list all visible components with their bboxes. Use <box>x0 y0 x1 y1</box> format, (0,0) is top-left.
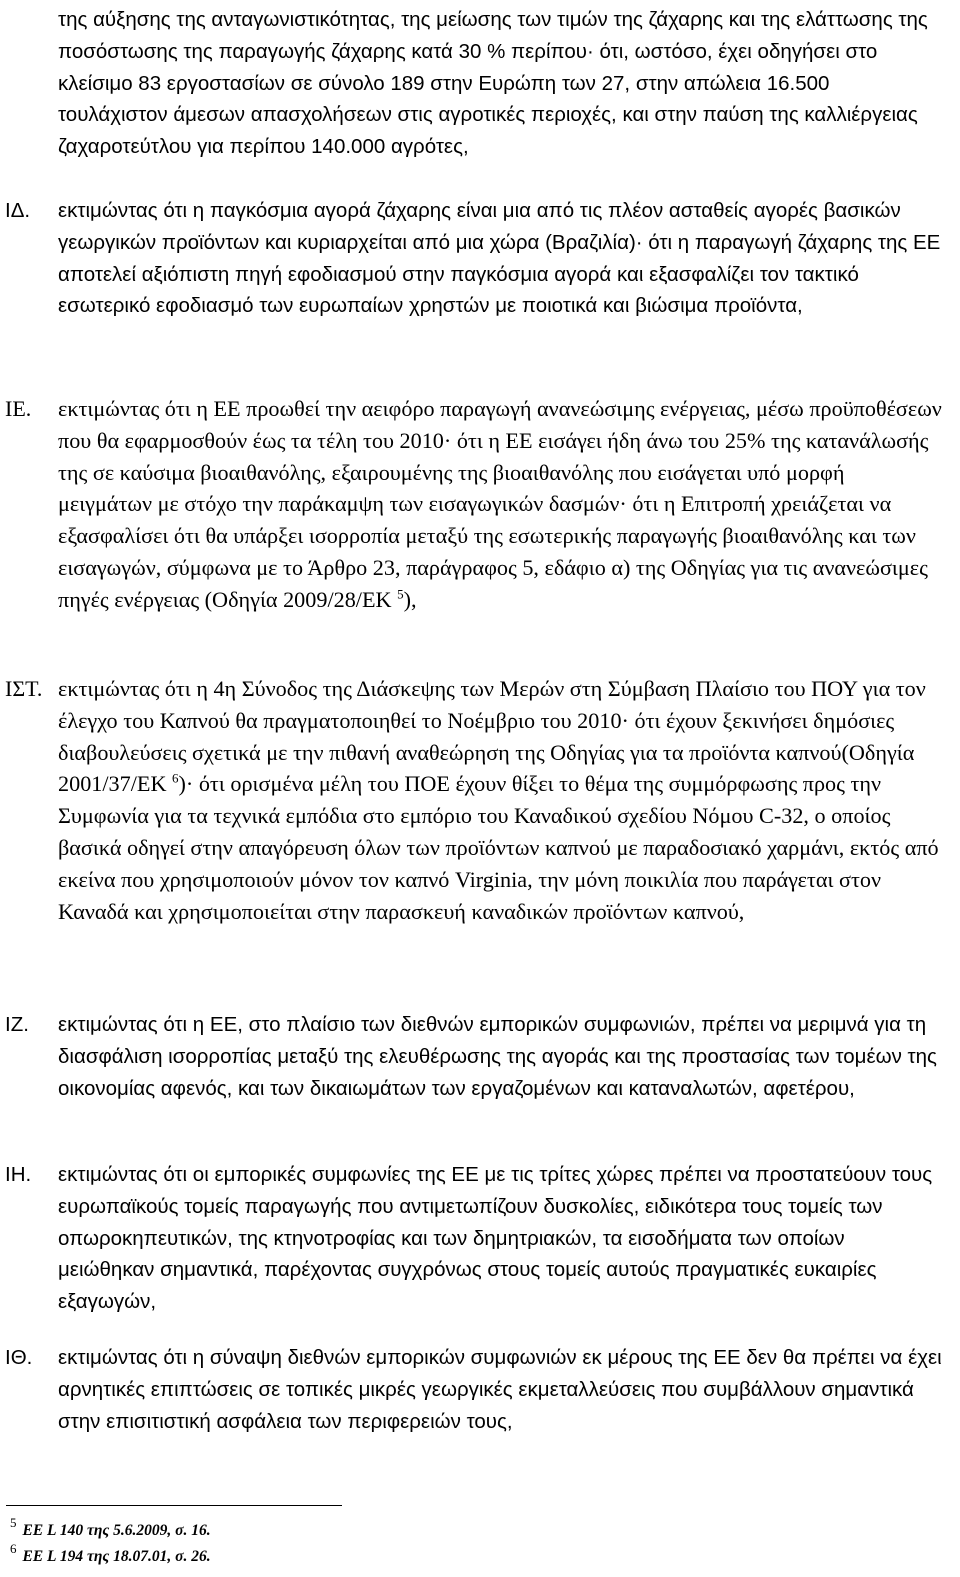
recital-text-tail: ), <box>403 586 417 612</box>
footnote-ref: 5 <box>397 586 404 602</box>
recital-text: εκτιμώντας ότι η ΕΕ, στο πλαίσιο των διεθνών εμπορικών συμφωνιών, πρέπει να μεριμνά για τη διασφάλιση ισορροπίας μεταξύ της ελευθέρωσης της αγοράς και της προστασίας των τομέων της οικονομίας αφενός, και των δικαιωμάτων των εργαζομένων και καταναλωτών, αφετέρου, <box>58 1013 937 1100</box>
intro-paragraph: της αύξησης της ανταγωνιστικότητας, της μείωσης των τιμών της ζάχαρης και της ελάττωσης της ποσόστωσης της παραγωγής ζάχαρης κατά 30 % περίπου· ότι, ωστόσο, έχει οδηγήσει στο κλείσιμο 83 εργοστασίων σε σύνολο 189 στην Ευρώπη των 27, στην απώλεια 16.500 τουλάχιστον άμεσων απασχολήσεων στις αγροτικές περιοχές, και στην παύση της καλλιέργειας ζαχαροτεύτλου για περίπου 140.000 αγρότες, <box>58 8 928 159</box>
recital-text: εκτιμώντας ότι η σύναψη διεθνών εμπορικών συμφωνιών εκ μέρους της ΕΕ δεν θα πρέπει να έχει αρνητικές επιπτώσεις σε τοπικές μικρές γεωργικές εκμεταλλεύσεις που συμβάλλουν σημαντικά στην επισιτιστική ασφάλεια των περιφερειών τους, <box>58 1346 942 1433</box>
recital-text-main: εκτιμώντας ότι η ΕΕ προωθεί την αειφόρο παραγωγή ανανεώσιμης ενέργειας, μέσω προϋποθέσεων που θα εφαρμοσθούν έως τα τέλη του 2010· ότι η ΕΕ εισάγει ήδη άνω του 25% της κατανάλωσής της σε καύσιμα βιοαιθανόλης, εξαιρουμένης της βιοαιθανόλης που εισάγεται υπό μορφή μειγμάτων με στόχο την παράκαμψη των εισαγωγικών δασμών· ότι η Επιτροπή χρειάζεται να εξασφαλίσει ότι θα υπάρξει ισορροπία μεταξύ της εσωτερικής παραγωγής βιοαιθανόλης και των εισαγωγών, σύμφωνα με το Άρθρο 23, παράγραφος 5, εδάφιο α) της Οδηγίας για τις ανανεώσιμες πηγές ενέργειας (Οδηγία 2009/28/ΕΚ <box>58 396 942 612</box>
recital-marker: ΙΗ. <box>5 1163 32 1186</box>
recital-marker: ΙΣΤ. <box>5 676 43 701</box>
footnote-5 <box>10 1515 211 1541</box>
footnote-ref: 6 <box>172 771 179 786</box>
recital-marker: ΙΔ. <box>5 199 31 222</box>
recital-marker: ΙΘ. <box>5 1346 33 1369</box>
recital-text-tail: )· ότι ορισμένα μέλη του ΠΟΕ έχουν θίξει το θέμα της συμμόρφωσης προς την Συμφωνία για τα τεχνικά εμπόδια στο εμπόριο του Καναδικού σχεδίου Νόμου C-32, ο οποίος βασικά οδηγεί στην απαγόρευση όλων των προϊόντων καπνού με παραδοσιακό χαρμάνι, εκτός από εκείνα που χρησιμοποιούν μόνον τον καπνό Virginia, την μόνη ποικιλία που παράγεται στον Καναδά και χρησιμοποιείται στην παρασκευή καναδικών προϊόντων καπνού, <box>58 771 939 924</box>
recital-text: εκτιμώντας ότι οι εμπορικές συμφωνίες της ΕΕ με τις τρίτες χώρες πρέπει να προστατεύουν τους ευρωπαϊκούς τομείς παραγωγής που αντιμετωπίζουν δυσκολίες, ειδικότερα τους τομείς των οπωροκηπευτικών, της κτηνοτροφίας και των δημητριακών, τα εισοδήματα των οποίων μειώθηκαν σημαντικά, παρέχοντας συγχρόνως στους τομείς αυτούς πραγματικές ευκαιρίες εξαγωγών, <box>58 1163 933 1314</box>
recital-text <box>58 393 944 616</box>
recital-text <box>58 673 944 927</box>
recital-marker: ΙΕ. <box>5 396 32 421</box>
footnote-number: 6 <box>10 1541 17 1556</box>
footnote-number: 5 <box>10 1515 17 1530</box>
footnote-6 <box>10 1541 211 1567</box>
recital-text: εκτιμώντας ότι η παγκόσμια αγορά ζάχαρης είναι μια από τις πλέον ασταθείς αγορές βασικών γεωργικών προϊόντων και κυριαρχείται από μια χώρα (Βραζιλία)· ότι η παραγωγή ζάχαρης της ΕΕ αποτελεί αξιόπιστη πηγή εφοδιασμού στην παγκόσμια αγορά και εξασφαλίζει τον τακτικό εσωτερικό εφοδιασμό των ευρωπαίων χρηστών με ποιοτικά και βιώσιμα προϊόντα, <box>58 199 941 318</box>
footnote-text: ΕΕ L 194 της 18.07.01, σ. 26. <box>22 1548 211 1566</box>
recital-text-main: εκτιμώντας ότι η 4η Σύνοδος της Διάσκεψης των Μερών στη Σύμβαση Πλαίσιο του ΠΟΥ για τον έλεγχο του Καπνού θα πραγματοποιηθεί το Νοέμβριο του 2010· ότι έχουν ξεκινήσει δημόσιες διαβουλεύσεις σχετικά με την πιθανή αναθεώρηση της Οδηγίας για τα προϊόντα καπνού(Οδηγία 2001/37/ΕΚ <box>58 676 926 797</box>
footnote-divider <box>6 1505 342 1506</box>
footnote-text: ΕΕ L 140 της 5.6.2009, σ. 16. <box>22 1522 211 1540</box>
recital-marker: ΙΖ. <box>5 1013 29 1036</box>
